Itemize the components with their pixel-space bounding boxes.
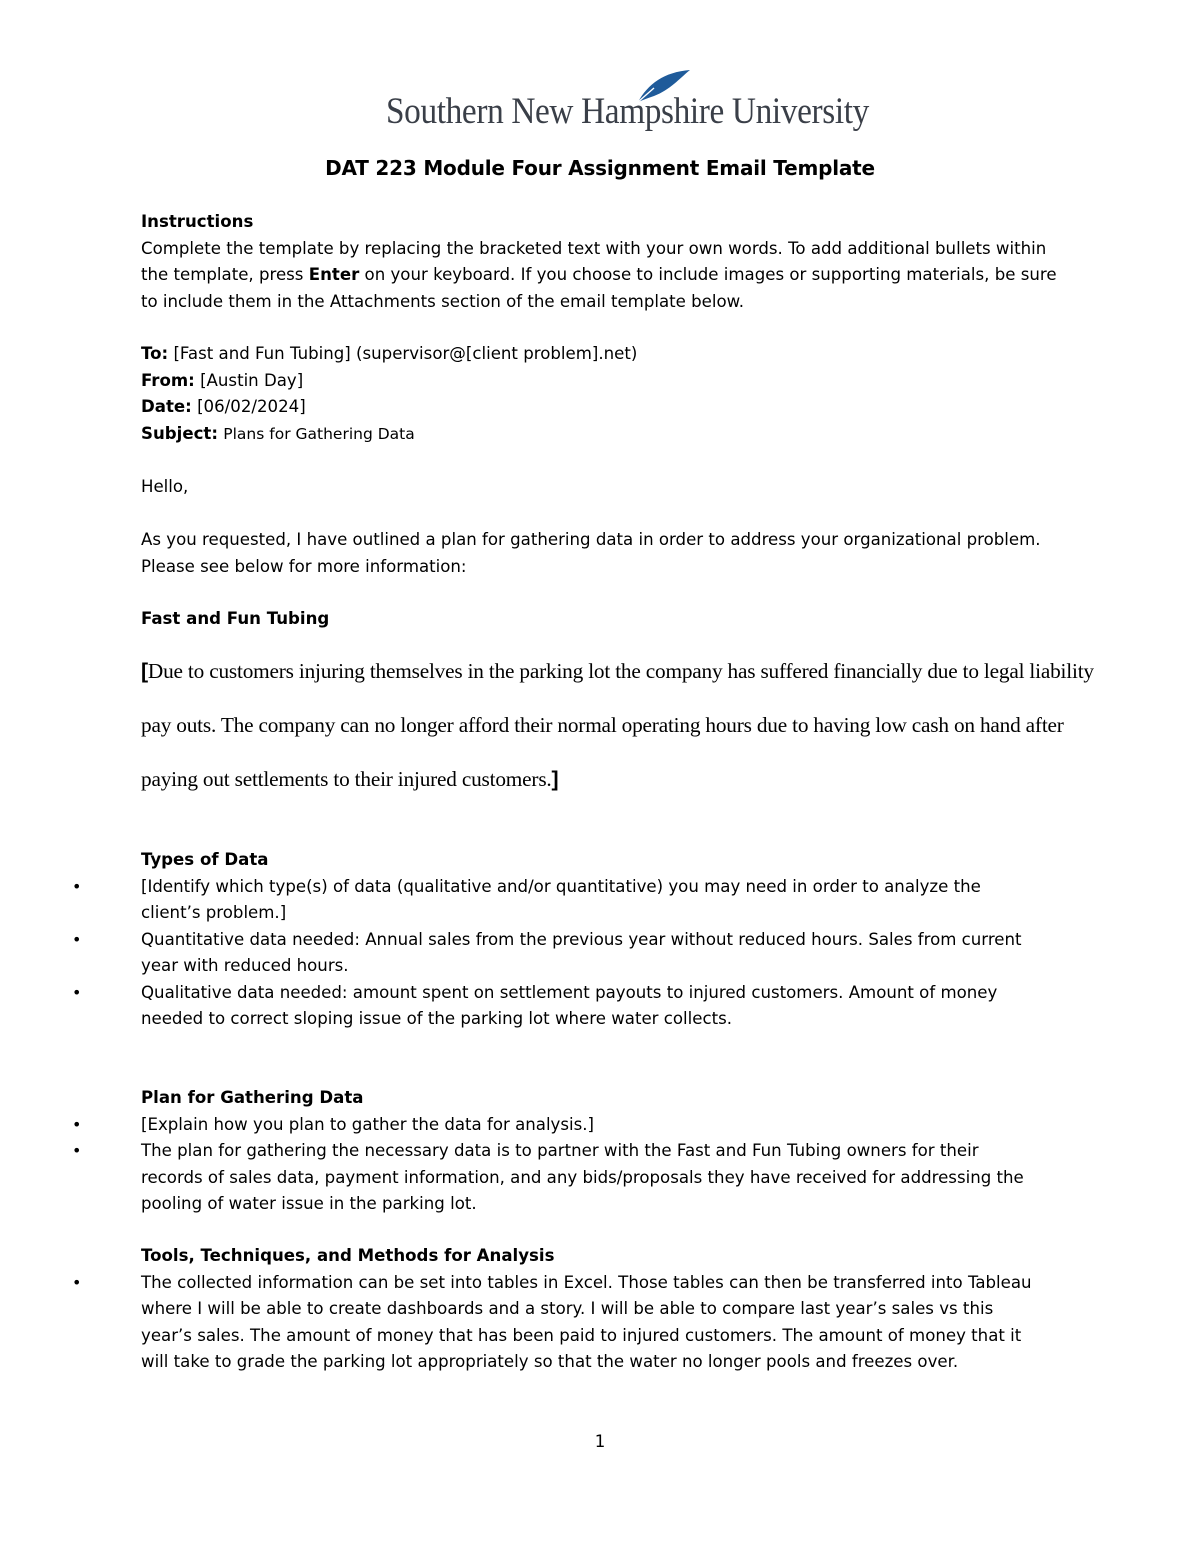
instructions-text-part-2: on your keyboard. If you choose to include images or supporting materials, be sure to include them in the Attachments section of the email template below.	[141, 265, 1057, 311]
to-value: [Fast and Fun Tubing] (supervisor@[client problem].net)	[173, 344, 638, 363]
list-item-text: [Explain how you plan to gather the data for analysis.]	[141, 1114, 595, 1134]
bullet-icon: •	[72, 982, 82, 1002]
types-of-data-section	[72, 847, 1061, 1033]
list-item-text: The plan for gathering the necessary data is to partner with the Fast and Fun Tubing owners for their records of sales data, payment information, and any bids/proposals they have received for addressing the pooling of water issue in the parking lot.	[141, 1141, 1024, 1213]
date-line	[141, 394, 1061, 421]
instructions-section	[141, 209, 1061, 315]
problem-statement	[141, 644, 1101, 806]
bullet-icon: •	[72, 1114, 82, 1134]
problem-heading: Fast and Fun Tubing	[141, 609, 330, 628]
intro-paragraph: As you requested, I have outlined a plan for gathering data in order to address your organizational problem. Please see below for more information:	[141, 530, 1041, 576]
list-item	[0, 1270, 1045, 1376]
plan-heading: Plan for Gathering Data	[141, 1088, 364, 1107]
bullet-icon: •	[72, 876, 82, 896]
list-item-text: Qualitative data needed: amount spent on settlement payouts to injured customers. Amount of money needed to correct sloping issue of the parking lot where water collects.	[141, 982, 998, 1028]
from-value: [Austin Day]	[200, 370, 304, 390]
list-item	[0, 980, 1045, 1033]
problem-text: Due to customers injuring themselves in the parking lot the company has suffered financially due to legal liability pay outs. The company can no longer afford their normal operating hours due to having low cash on hand after paying out settlements to their injured customers.	[141, 659, 1094, 791]
instructions-heading: Instructions	[141, 212, 254, 231]
subject-line	[141, 421, 1061, 448]
list-item-text: Quantitative data needed: Annual sales from the previous year without reduced hours. Sales from current year with reduced hours.	[141, 929, 1022, 975]
from-label: From:	[141, 370, 195, 390]
date-label: Date:	[141, 397, 192, 416]
instructions-text	[141, 236, 1061, 316]
quill-feather-icon	[634, 68, 694, 108]
instructions-text-part-1: Complete the template by replacing the bracketed text with your own words. To add additional bullets within the template, press	[141, 238, 1047, 284]
bullet-icon: •	[72, 1272, 82, 1292]
greeting: Hello,	[141, 477, 189, 496]
document-title: DAT 223 Module Four Assignment Email Template	[325, 156, 875, 180]
email-header	[141, 341, 1061, 447]
tools-list	[0, 1270, 1045, 1376]
list-item-text: [Identify which type(s) of data (qualitative and/or quantitative) you may need in order to analyze the client’s problem.]	[141, 876, 981, 922]
to-line	[141, 341, 1061, 368]
subject-label: Subject:	[141, 423, 218, 443]
open-bracket: [	[141, 659, 148, 683]
bullet-icon: •	[72, 1141, 82, 1160]
to-label: To:	[141, 344, 169, 363]
from-line	[141, 368, 1061, 395]
types-of-data-heading: Types of Data	[141, 850, 269, 869]
university-wordmark: Southern New Hampshire University	[386, 91, 869, 132]
list-item	[0, 927, 1045, 980]
close-bracket: ]	[551, 767, 559, 791]
list-item	[0, 1138, 1045, 1218]
date-value: [06/02/2024]	[197, 397, 306, 416]
list-item	[0, 1112, 1045, 1139]
plan-section	[72, 1085, 1061, 1218]
list-item-text: The collected information can be set into tables in Excel. Those tables can then be transferred into Tableau where I will be able to create dashboards and a story. I will be able to compare last year’s sales vs this year’s sales. The amount of money that has been paid to injured customers. The amount of money that it will take to grade the parking lot appropriately so that the water no longer pools and freezes over.	[141, 1272, 1032, 1371]
enter-key-label: Enter	[308, 265, 360, 284]
page-number: 1	[594, 1432, 606, 1451]
plan-list	[0, 1112, 1045, 1218]
tools-heading: Tools, Techniques, and Methods for Analysis	[141, 1246, 555, 1265]
bullet-icon: •	[72, 929, 82, 949]
university-logo	[386, 68, 869, 138]
tools-section	[72, 1243, 1061, 1376]
subject-value: Plans for Gathering Data	[223, 424, 415, 443]
types-of-data-list	[0, 874, 1045, 1033]
list-item	[0, 874, 1045, 927]
